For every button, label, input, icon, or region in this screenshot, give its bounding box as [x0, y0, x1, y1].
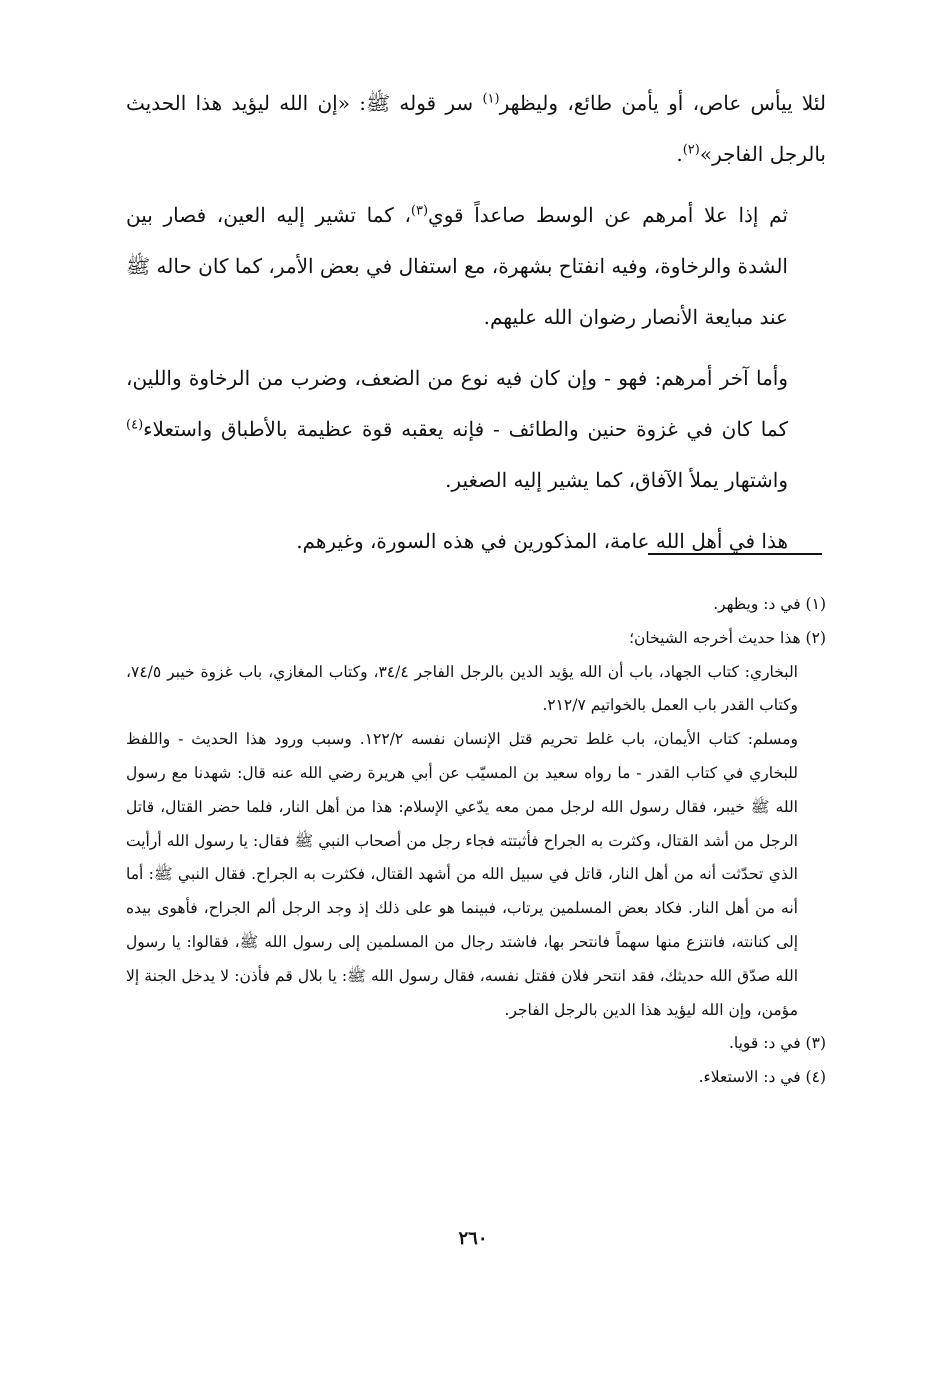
- paragraph-2-text-a: ثم إذا علا أمرهم عن الوسط صاعداً قوي: [428, 203, 788, 227]
- footnote-ref-4[interactable]: (٤): [126, 417, 144, 433]
- paragraph-1-text-b: سر قوله ﷺ: «إن الله ليؤيد: [231, 91, 483, 115]
- paragraph-2-text-b: ، كما تشير إليه العين، فصار بين الشدة والرخاوة، وفيه انفتاح بشهرة، مع استفال في بعض الأمر، كما كان حاله ﷺ عند مبايعة الأنصار رضوان الله عليهم.: [126, 203, 788, 329]
- paragraph-1: [126, 78, 826, 180]
- paragraph-2: [126, 190, 826, 343]
- paragraph-1-text-a: لئلا ييأس عاص، أو يأمن طائع، وليظهر: [499, 91, 826, 115]
- footnote-divider: [648, 553, 822, 555]
- footnote-2-heading: (٢) هذا حديث أخرجه الشيخان؛: [629, 628, 826, 647]
- footnote-1: (١) في د: ويظهر.: [713, 595, 826, 613]
- footnote-2-bukhari: البخاري: كتاب الجهاد، باب أن الله يؤيد الدين بالرجل الفاجر ٣٤/٤، وكتاب المغازي، باب غزوة خيبر ٧٤/٥، وكتاب القدر باب العمل بالخواتيم ٢١٢/٧.: [126, 662, 798, 715]
- footnote-ref-2[interactable]: (٢): [682, 142, 700, 158]
- paragraph-4: هذا في أهل الله عامة، المذكورين في هذه السورة، وغيرهم.: [296, 529, 788, 553]
- page-number: ٢٦٠: [458, 1228, 488, 1249]
- main-text: [126, 78, 826, 567]
- footnote-4: (٤) في د: الاستعلاء.: [698, 1068, 826, 1087]
- footnote-ref-1[interactable]: (١): [482, 91, 500, 107]
- footnote-3: (٣) في د: قويا.: [728, 1034, 826, 1053]
- paragraph-1-end: .: [676, 142, 683, 166]
- paragraph-3-text-b: واشتهار يملأ الآفاق، كما يشير إليه الصغير.: [445, 468, 788, 492]
- paragraph-3-text-a: وأما آخر أمرهم: فهو - وإن كان فيه نوع من الضعف، وضرب من الرخاوة واللين، كما كان في غزوة حنين والطائف - فإنه يعقبه قوة عظيمة بالأطباق واستعلاء: [126, 366, 788, 441]
- footnote-ref-3[interactable]: (٣): [410, 203, 429, 219]
- paragraph-3: [126, 353, 826, 506]
- footnotes: [126, 588, 826, 1095]
- paragraph-1-text-c: هذا الحديث بالرجل الفاجر»: [126, 91, 826, 166]
- footnote-2-muslim: ومسلم: كتاب الأيمان، باب غلط تحريم قتل الإنسان نفسه ١٢٢/٢. وسبب ورود هذا الحديث - واللفظ للبخاري في كتاب القدر - ما رواه سعيد بن المسيّب عن أبي هريرة رضي الله عنه قال: شهدنا مع رسول الله ﷺ خيبر، فقال رسول الله لرجل ممن معه يدّعي الإسلام: هذا من أهل النار، فلما حضر القتال، قاتل الرجل من أشد القتال، وكثرت به الجراح فأثبتته فجاء رجل من أصحاب النبي ﷺ فقال: يا رسول الله أرأيت الذي تحدّثت أنه من أهل النار، قاتل في سبيل الله من أشهد القتال، فكثرت به الجراح. فقال النبي ﷺ: أما أنه من أهل النار. فكاد بعض المسلمين يرتاب، فبينما هو على ذلك إذ وجد الرجل ألم الجراح، فأهوى بيده إلى كنانته، فانتزع منها سهماً فانتحر بها، فاشتد رجال من المسلمين إلى رسول الله ﷺ، فقالوا: يا رسول الله صدّق الله حديثك، فقد انتحر فلان فقتل نفسه، فقال رسول الله ﷺ: يا بلال قم فأذن: لا يدخل الجنة إلا مؤمن، وإن الله ليؤيد هذا الدين بالرجل الفاجر.: [126, 730, 798, 1019]
